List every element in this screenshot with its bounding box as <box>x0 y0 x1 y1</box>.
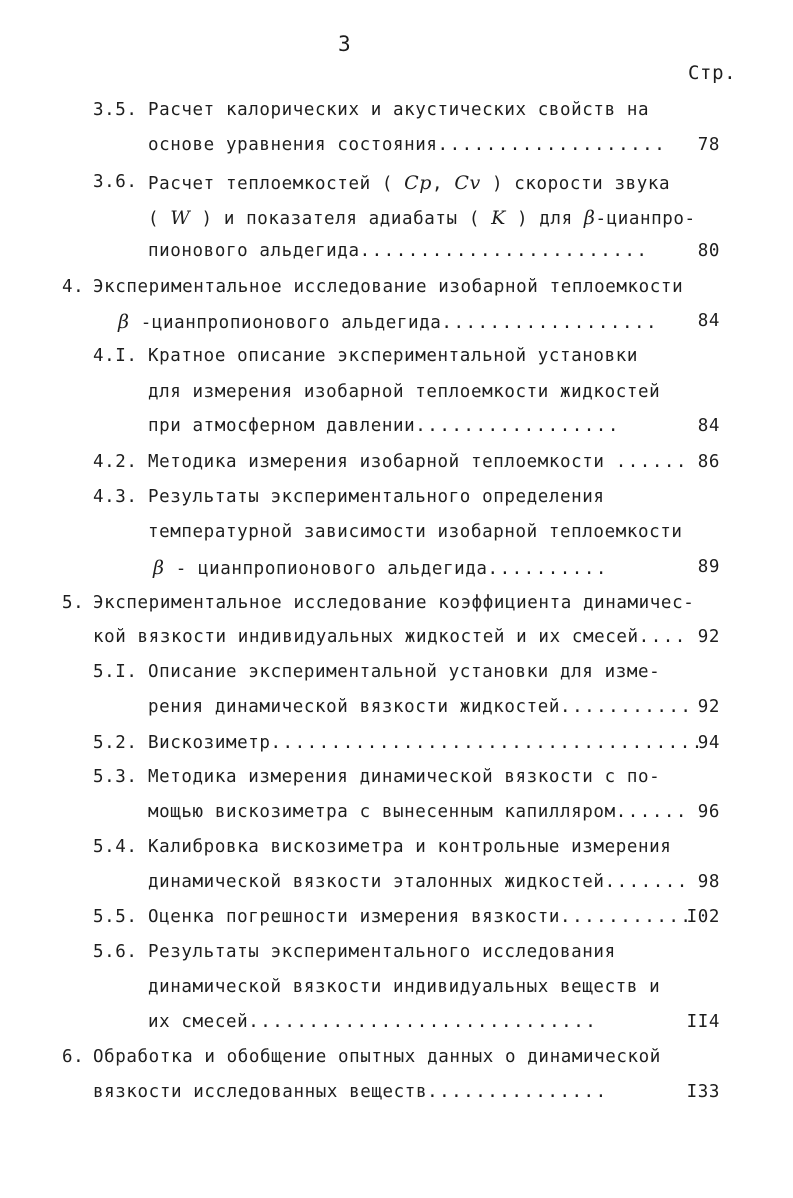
entry-title-line: рения динамической вязкости жидкостей........... <box>148 697 693 717</box>
entry-title-line: Экспериментальное исследование изобарной теплоемкости <box>93 277 684 297</box>
entry-title-line: ( W ) и показателя адиабаты ( K ) для β-цианпро- <box>148 207 696 229</box>
entry-number: 4. <box>62 277 85 297</box>
k-symbol: K <box>491 207 506 229</box>
entry-title-line: Расчет теплоемкостей ( Cp, Cv ) скорости звука <box>148 172 671 194</box>
entry-number: 4.2. <box>93 452 138 472</box>
entry-title-line: динамической вязкости индивидуальных веществ и <box>148 977 661 997</box>
entry-title-line: пионового альдегида........................ <box>148 241 649 261</box>
entry-title-line: Экспериментальное исследование коэффициента динамичес- <box>93 593 695 613</box>
entry-number: 5.4. <box>93 837 138 857</box>
entry-title-line: Калибровка вискозиметра и контрольные измерения <box>148 837 672 857</box>
entry-title-line: мощью вискозиметра с вынесенным капилляром...... <box>148 802 688 822</box>
entry-title-line: при атмосферном давлении................. <box>148 416 620 436</box>
entry-title-line: Кратное описание экспериментальной установки <box>148 346 638 366</box>
entry-page: 98 <box>697 872 720 892</box>
page-number: 3 <box>338 32 352 56</box>
entry-number: 3.5. <box>93 100 138 120</box>
entry-title-line: Описание экспериментальной установки для изме- <box>148 662 661 682</box>
entry-page: I33 <box>686 1082 720 1102</box>
entry-title-line: динамической вязкости эталонных жидкостей....... <box>148 872 689 892</box>
beta-symbol: β <box>118 311 130 333</box>
entry-number: 5.5. <box>93 907 138 927</box>
entry-page: 78 <box>697 135 720 155</box>
entry-number: 5.3. <box>93 767 138 787</box>
entry-title-line: β - цианпропионового альдегида.......... <box>153 557 608 579</box>
cp-symbol: Cp <box>404 172 433 194</box>
entry-number: 5.6. <box>93 942 138 962</box>
entry-page: 92 <box>697 697 720 717</box>
entry-page: 94 <box>697 733 720 753</box>
entry-number: 5.I. <box>93 662 138 682</box>
entry-title-line: Методика измерения изобарной теплоемкости ...... <box>148 452 688 472</box>
entry-number: 5. <box>62 593 85 613</box>
entry-page: 84 <box>697 416 720 436</box>
entry-number: 3.6. <box>93 172 138 192</box>
entry-number: 4.I. <box>93 346 138 366</box>
entry-title-line: Оценка погрешности измерения вязкости........... <box>148 907 693 927</box>
entry-page: 80 <box>697 241 720 261</box>
entry-title-line: Обработка и обобщение опытных данных о динамической <box>93 1047 661 1067</box>
entry-page: II4 <box>686 1012 720 1032</box>
beta-symbol: β <box>583 207 596 229</box>
beta-symbol: β <box>153 557 165 579</box>
entry-title-line: Методика измерения динамической вязкости с по- <box>148 767 661 787</box>
entry-title-line: их смесей............................. <box>148 1012 598 1032</box>
entry-title-line: основе уравнения состояния................... <box>148 135 667 155</box>
entry-number: 5.2. <box>93 733 138 753</box>
entry-number: 6. <box>62 1047 85 1067</box>
entry-page: 86 <box>697 452 720 472</box>
entry-page: 89 <box>697 557 720 577</box>
entry-title-line: Результаты экспериментального определения <box>148 487 605 507</box>
entry-title-line: кой вязкости индивидуальных жидкостей и их смесей.... <box>93 627 687 647</box>
entry-page: 96 <box>697 802 720 822</box>
entry-title-line: Результаты экспериментального исследования <box>148 942 616 962</box>
entry-title-line: вязкости исследованных веществ............... <box>93 1082 608 1102</box>
entry-title-line: Расчет калорических и акустических свойств на <box>148 100 650 120</box>
page-column-header: Стр. <box>688 62 737 84</box>
entry-page: I02 <box>686 907 720 927</box>
entry-title-line: Вискозиметр.................................... <box>148 733 704 753</box>
entry-title-line: для измерения изобарной теплоемкости жидкостей <box>148 382 661 402</box>
entry-title-line: β -цианпропионового альдегида.................. <box>118 311 659 333</box>
entry-page: 92 <box>697 627 720 647</box>
cv-symbol: Cv <box>454 172 481 194</box>
entry-title-line: температурной зависимости изобарной теплоемкости <box>148 522 683 542</box>
w-symbol: W <box>170 207 191 229</box>
entry-page: 84 <box>697 311 720 331</box>
entry-number: 4.3. <box>93 487 138 507</box>
